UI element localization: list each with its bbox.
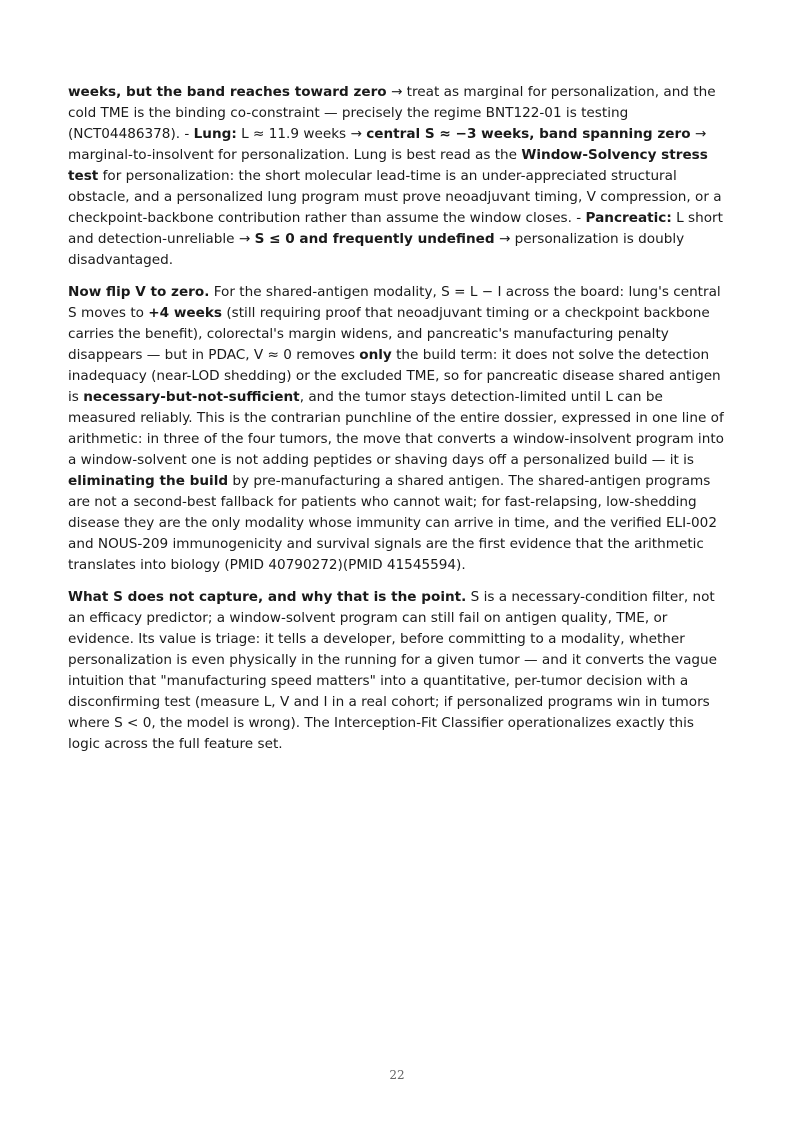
bold-text-run: +4 weeks bbox=[148, 305, 223, 321]
bold-text-run: Lung: bbox=[193, 126, 237, 142]
document-body bbox=[68, 82, 730, 766]
text-run: , and the tumor stays detection-limited until L can be measured reliably. This is the contrarian punchline of the entire dossier, expressed in one line of arithmetic: in three of the four tumors, the move that converts a window-insolvent program into a window-solvent one is not adding peptides or shaving days off a personalized build — it is bbox=[68, 389, 724, 468]
bold-text-run: S ≤ 0 and frequently undefined bbox=[254, 231, 495, 247]
text-run: by pre-manufacturing a shared antigen. The shared-antigen programs are not a second-best fallback for patients who cannot wait; for fast-relapsing, low-shedding disease they are the only modality whose immunity can arrive in time, and the verified ELI-002 and NOUS-209 immunogenicity and survival signals are the first evidence that the arithmetic translates into biology (PMID 40790272)(PMID 41545594). bbox=[68, 473, 717, 573]
bold-text-run: eliminating the build bbox=[68, 473, 229, 489]
page-number: 22 bbox=[389, 1068, 405, 1082]
bold-text-run: necessary-but-not-sufficient bbox=[83, 389, 300, 405]
text-run: (still requiring proof that neoadjuvant timing or a checkpoint backbone carries the benefit), colorectal's margin widens, and pancreatic's manufacturing penalty disappears — but in PDAC, V ≈ 0 removes bbox=[68, 305, 710, 363]
text-run: L short and detection-unreliable → bbox=[68, 210, 723, 247]
paragraph-flip-v-to-zero bbox=[68, 282, 730, 576]
paragraph-what-s-does-not-capture bbox=[68, 587, 730, 755]
bold-text-run: central S ≈ −3 weeks, band spanning zero bbox=[366, 126, 691, 142]
bold-text-run: What S does not capture, and why that is the point. bbox=[68, 589, 467, 605]
text-run: For the shared-antigen modality, S = L − I across the board: lung's central S moves to bbox=[68, 284, 721, 321]
text-run: the build term: it does not solve the detection inadequacy (near-LOD shedding) or the excluded TME, so for pancreatic disease shared antigen is bbox=[68, 347, 721, 405]
bold-text-run: only bbox=[359, 347, 392, 363]
bold-text-run: Pancreatic: bbox=[585, 210, 672, 226]
paragraph-tumor-verdicts bbox=[68, 82, 730, 271]
text-run: → marginal-to-insolvent for personalization. Lung is best read as the bbox=[68, 126, 707, 163]
text-run: S is a necessary-condition filter, not an efficacy predictor; a window-solvent program can still fail on antigen quality, TME, or evidence. Its value is triage: it tells a developer, before committing to a modality, whether personalization is even physically in the running for a given tumor — and it converts the vague intuition that "manufacturing speed matters" into a quantitative, per-tumor decision with a disconfirming test (measure L, V and I in a real cohort; if personalized programs win in tumors where S < 0, the model is wrong). The Interception-Fit Classifier operationalizes exactly this logic across the full feature set. bbox=[68, 589, 718, 752]
text-run: for personalization: the short molecular lead-time is an under-appreciated structural obstacle, and a personalized lung program must prove neoadjuvant timing, V compression, or a checkpoint-backbone contribution rather than assume the window closes. - bbox=[68, 168, 722, 226]
bold-text-run: Window-Solvency stress test bbox=[68, 147, 708, 184]
text-run: L ≈ 11.9 weeks → bbox=[236, 126, 367, 142]
text-run: → personalization is doubly disadvantaged. bbox=[68, 231, 685, 268]
bold-text-run: Now flip V to zero. bbox=[68, 284, 210, 300]
bold-text-run: weeks, but the band reaches toward zero bbox=[68, 84, 387, 100]
text-run: → treat as marginal for personalization, and the cold TME is the binding co-constraint — precisely the regime BNT122-01 is testing (NCT04486378). - bbox=[68, 84, 716, 142]
